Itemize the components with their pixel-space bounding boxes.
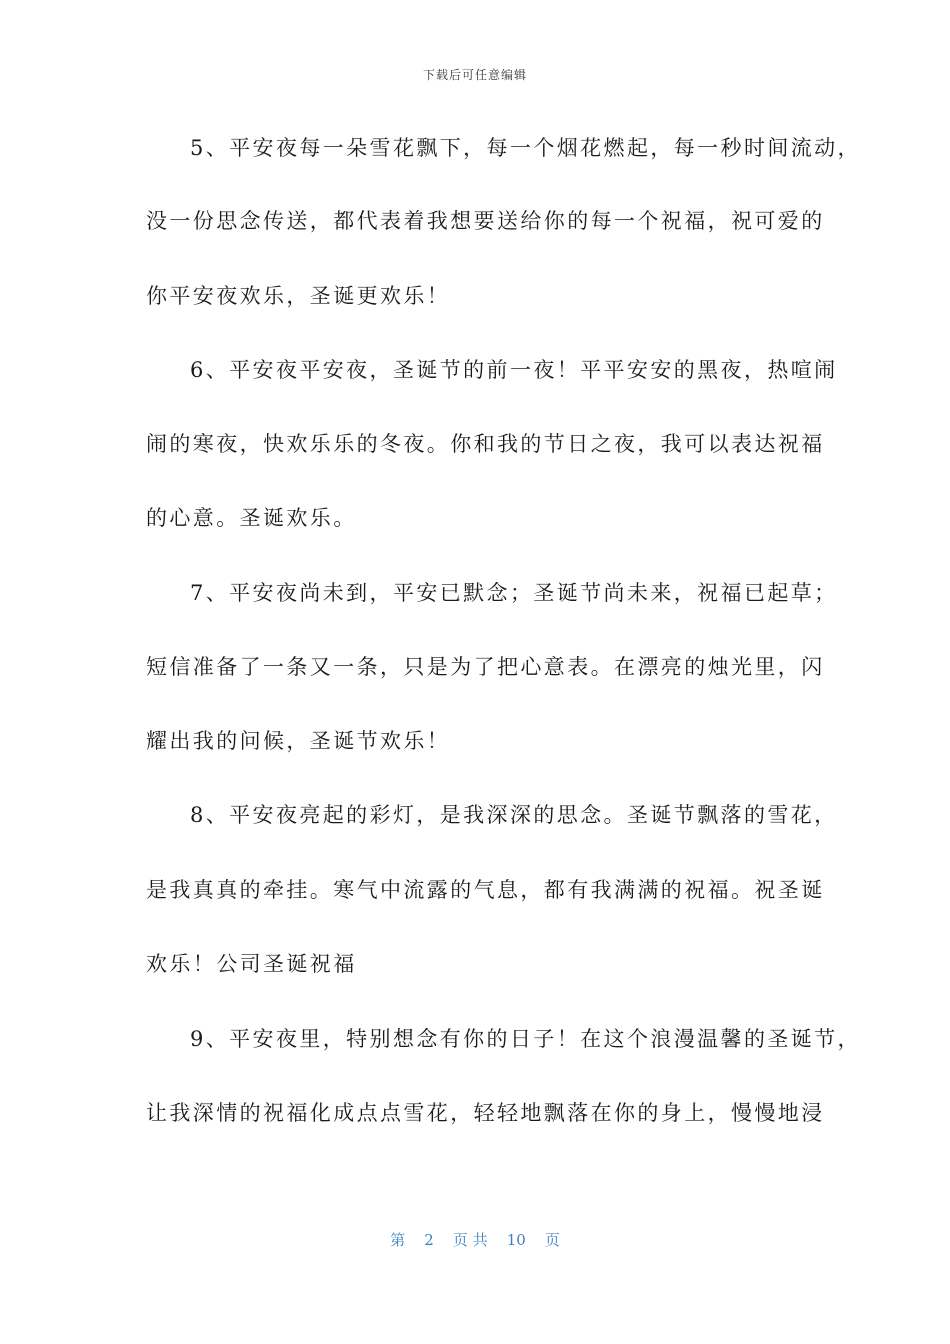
paragraph-7-line-1: 7、平安夜尚未到，平安已默念；圣诞节尚未来，祝福已起草； <box>190 581 838 605</box>
footer-prefix: 第 <box>390 1231 406 1249</box>
paragraph-7-line-2: 短信准备了一条又一条，只是为了把心意表。在漂亮的烛光里，闪 <box>146 655 825 679</box>
paragraph-7-line-3: 耀出我的问候，圣诞节欢乐！ <box>146 729 451 753</box>
page-footer <box>0 1229 950 1250</box>
footer-suffix: 页 <box>544 1231 560 1249</box>
paragraph-9-line-1: 9、平安夜里，特别想念有你的日子！在这个浪漫温馨的圣诞节， <box>190 1027 861 1051</box>
footer-middle: 页 共 <box>452 1231 488 1249</box>
paragraph-5-line-2: 没一份思念传送，都代表着我想要送给你的每一个祝福，祝可爱的 <box>146 209 825 233</box>
footer-total-pages: 10 <box>506 1231 526 1249</box>
paragraph-5-line-1: 5、平安夜每一朵雪花飘下，每一个烟花燃起，每一秒时间流动， <box>190 136 861 160</box>
paragraph-9-line-2: 让我深情的祝福化成点点雪花，轻轻地飘落在你的身上，慢慢地浸 <box>146 1101 825 1125</box>
paragraph-6-line-2: 闹的寒夜，快欢乐乐的冬夜。你和我的节日之夜，我可以表达祝福 <box>146 432 825 456</box>
paragraph-5-line-3: 你平安夜欢乐，圣诞更欢乐！ <box>146 284 451 308</box>
page-header: 下载后可任意编辑 <box>422 68 527 82</box>
footer-current-page: 2 <box>424 1231 434 1249</box>
paragraph-8-line-3: 欢乐！公司圣诞祝福 <box>146 952 357 976</box>
paragraph-8-line-1: 8、平安夜亮起的彩灯，是我深深的思念。圣诞节飘落的雪花， <box>190 803 838 827</box>
paragraph-8-line-2: 是我真真的牵挂。寒气中流露的气息，都有我满满的祝福。祝圣诞 <box>146 878 825 902</box>
paragraph-6-line-1: 6、平安夜平安夜，圣诞节的前一夜！平平安安的黑夜，热喧闹 <box>190 358 838 382</box>
paragraph-6-line-3: 的心意。圣诞欢乐。 <box>146 506 357 530</box>
